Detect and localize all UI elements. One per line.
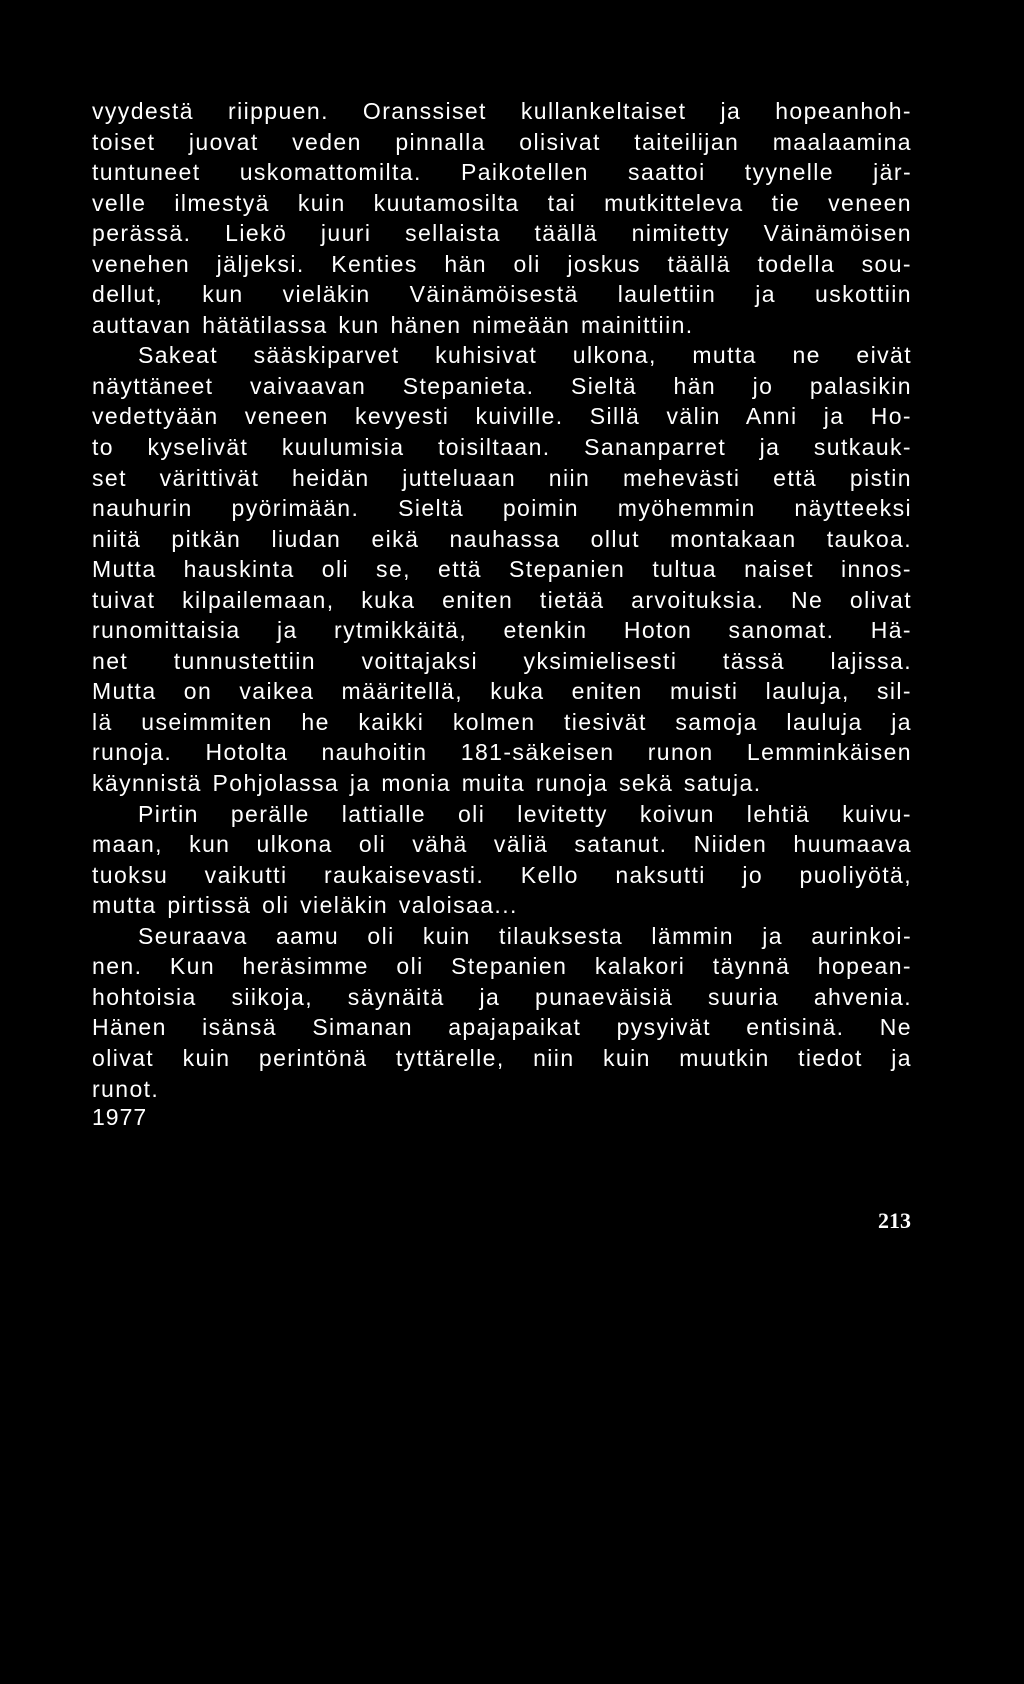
text-line: set värittivät heidän jutteluaan niin mehevästi että pistin [92,464,912,491]
text-line: vedettyään veneen kevyesti kuiville. Sillä välin Anni ja Ho- [92,403,912,430]
text-line: runomittaisia ja rytmikkäitä, etenkin Hoton sanomat. Hä- [92,617,912,644]
text-line: tuivat kilpailemaan, kuka eniten tietää arvoituksia. Ne olivat [92,586,912,613]
text-line: net tunnustettiin voittajaksi yksimielisesti tässä lajissa. [92,647,912,674]
text-line: Pirtin perälle lattialle oli levitetty koivun lehtiä kuivu- [138,800,912,827]
text-line: nen. Kun heräsimme oli Stepanien kalakori täynnä hopean- [92,953,912,980]
text-line: tuoksu vaikutti raukaisevasti. Kello naksutti jo puoliyötä, [92,861,912,888]
text-line: nauhurin pyörimään. Sieltä poimin myöhemmin näytteeksi [92,495,912,522]
text-line: runoja. Hotolta nauhoitin 181-säkeisen runon Lemminkäisen [92,739,912,766]
text-line: Sakeat sääskiparvet kuhisivat ulkona, mutta ne eivät [138,342,912,369]
text-line: olivat kuin perintönä tyttärelle, niin kuin muutkin tiedot ja [92,1044,912,1071]
page-number: 213 [878,1208,911,1233]
text-line: lä useimmiten he kaikki kolmen tiesivät samoja lauluja ja [92,708,912,735]
text-line: velle ilmestyä kuin kuutamosilta tai mutkitteleva tie veneen [92,189,912,216]
text-line: maan, kun ulkona oli vähä väliä satanut. Niiden huumaava [92,831,912,858]
text-line: Seuraava aamu oli kuin tilauksesta lämmin ja aurinkoi- [138,922,912,949]
text-line: tuntuneet uskomattomilta. Paikotellen saattoi tyynelle jär- [92,159,912,186]
text-line: mutta pirtissä oli vieläkin valoisaa... [92,892,518,919]
text-line: Mutta hauskinta oli se, että Stepanien tultua naiset innos- [92,556,912,583]
text-line: venehen jäljeksi. Kenties hän oli joskus täällä todella sou- [92,250,912,277]
text-line: perässä. Liekö juuri sellaista täällä nimitetty Väinämöisen [92,220,912,247]
text-line: Hänen isänsä Simanan apajapaikat pysyivät entisinä. Ne [92,1014,912,1041]
body-text [92,96,912,1104]
text-line: käynnistä Pohjolassa ja monia muita runoja sekä satuja. [92,770,762,797]
text-line: niitä pitkän liudan eikä nauhassa ollut montakaan taukoa. [92,525,912,552]
text-line: näyttäneet vaivaavan Stepanieta. Sieltä hän jo palasikin [92,372,912,399]
text-line: dellut, kun vieläkin Väinämöisestä laulettiin ja uskottiin [92,281,912,308]
text-line: hohtoisia siikoja, säynäitä ja punaeväisiä suuria ahvenia. [92,983,912,1010]
text-line: vyydestä riippuen. Oranssiset kullankeltaiset ja hopeanhoh- [92,98,912,124]
text-line: to kyselivät kuulumisia toisiltaan. Sananparret ja sutkauk- [92,434,912,461]
text-line: auttavan hätätilassa kun hänen nimeään mainittiin. [92,311,694,338]
text-line: toiset juovat veden pinnalla olisivat taiteilijan maalaamina [92,128,912,155]
text-line: Mutta on vaikea määritellä, kuka eniten muisti lauluja, sil- [92,678,912,705]
year-label: 1977 [92,1104,148,1130]
text-line: runot. [92,1075,160,1102]
